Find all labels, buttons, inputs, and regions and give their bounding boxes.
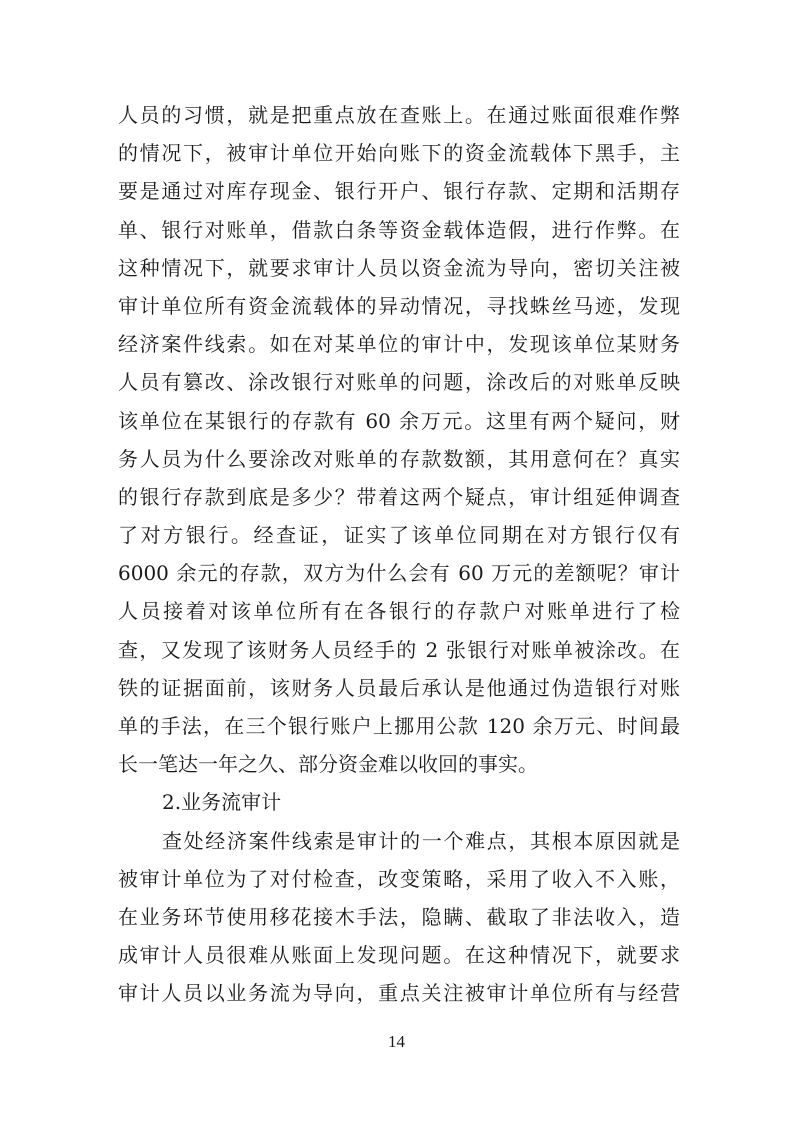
text-line: 务人员为什么要涂改对账单的存款数额，其用意何在？真实 (118, 446, 680, 471)
text-line: 人员接着对该单位所有在各银行的存款户对账单进行了检 (118, 599, 680, 624)
text-line: 成审计人员很难从账面上发现问题。在这种情况下，就要求 (118, 943, 680, 968)
section-heading: 2.业务流审计 (162, 790, 282, 815)
text-line: 经济案件线索。如在对某单位的审计中，发现该单位某财务 (118, 332, 680, 357)
text-line: 被审计单位为了对付检查，改变策略，采用了收入不入账， (118, 866, 680, 891)
text-line: 审计人员以业务流为导向，重点关注被审计单位所有与经营 (118, 981, 680, 1006)
page-number: 14 (388, 1032, 405, 1051)
text-line: 这种情况下，就要求审计人员以资金流为导向，密切关注被 (118, 255, 680, 280)
text-line: 单的手法，在三个银行账户上挪用公款 120 余万元、时间最 (118, 714, 680, 738)
text-line: 的情况下，被审计单位开始向账下的资金流载体下黑手，主 (118, 141, 680, 166)
body-text (118, 96, 680, 1013)
text-line: 的银行存款到底是多少？带着这两个疑点，审计组延伸调查 (118, 484, 680, 509)
text-line: 6000 余元的存款，双方为什么会有 60 万元的差额呢？审计 (118, 561, 680, 586)
text-line: 铁的证据面前，该财务人员最后承认是他通过伪造银行对账 (118, 675, 680, 700)
text-line: 审计单位所有资金流载体的异动情况，寻找蛛丝马迹，发现 (118, 293, 680, 318)
text-line: 长一笔达一年之久、部分资金难以收回的事实。 (118, 752, 538, 777)
text-line: 人员有篡改、涂改银行对账单的问题，涂改后的对账单反映 (118, 370, 680, 395)
text-line: 单、银行对账单，借款白条等资金载体造假，进行作弊。在 (118, 217, 680, 242)
text-line: 在业务环节使用移花接木手法，隐瞒、截取了非法收入，造 (118, 904, 680, 929)
text-line: 该单位在某银行的存款有 60 余万元。这里有两个疑问，财 (118, 408, 680, 433)
text-line: 查，又发现了该财务人员经手的 2 张银行对账单被涂改。在 (118, 637, 680, 662)
text-line: 了对方银行。经查证，证实了该单位同期在对方银行仅有 (118, 523, 680, 548)
text-line: 查处经济案件线索是审计的一个难点，其根本原因就是 (162, 828, 680, 853)
text-line: 要是通过对库存现金、银行开户、银行存款、定期和活期存 (118, 179, 680, 204)
text-line: 人员的习惯，就是把重点放在查账上。在通过账面很难作弊 (118, 103, 680, 127)
